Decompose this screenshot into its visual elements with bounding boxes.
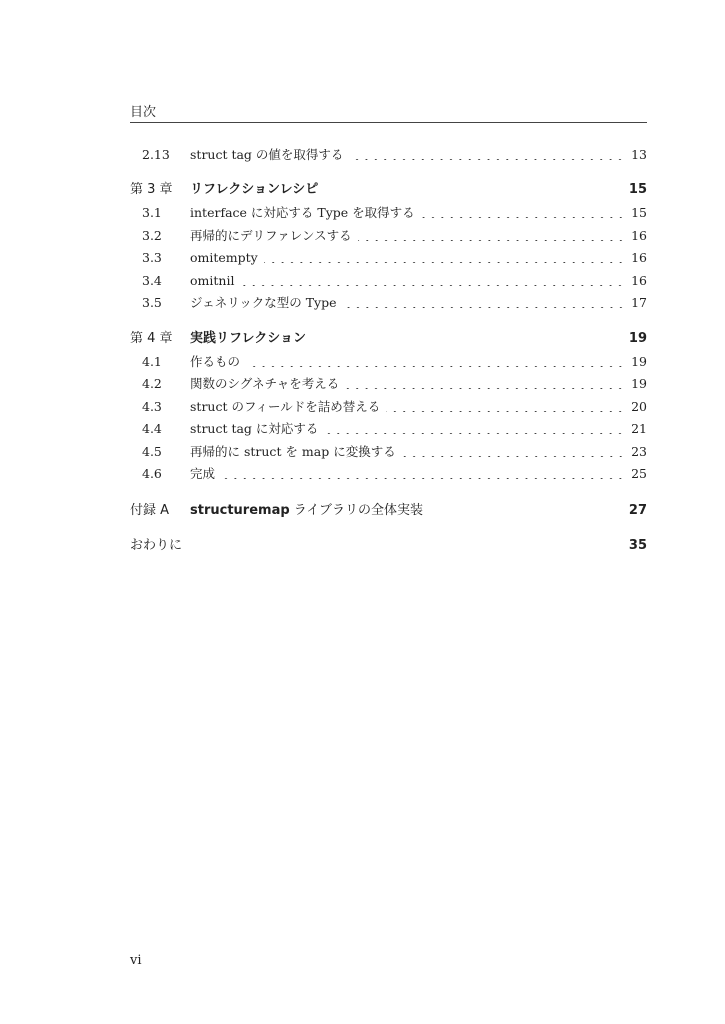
toc-section[interactable] xyxy=(130,375,647,393)
dot-leader xyxy=(240,276,625,286)
dot-leader xyxy=(349,150,625,160)
page-number: 13 xyxy=(631,147,647,162)
dot-leader xyxy=(221,469,625,479)
toc-appendix-a[interactable] xyxy=(130,502,647,520)
dot-leader xyxy=(246,357,625,367)
appendix-title: structuremap ライブラリの全体実装 xyxy=(190,503,424,518)
entry-title: 再帰的にデリファレンスする xyxy=(190,228,352,243)
entry-number: 4.2 xyxy=(142,376,162,391)
entry-number: 3.5 xyxy=(142,295,162,310)
appendix-label: 付録 A xyxy=(130,503,170,518)
entry-number: 3.2 xyxy=(142,228,162,243)
entry-title: 関数のシグネチャを考える xyxy=(190,376,340,391)
page-number: 19 xyxy=(631,376,647,391)
entry-number: 4.6 xyxy=(142,466,162,481)
toc-section[interactable] xyxy=(130,353,647,371)
running-header: 目次 xyxy=(130,105,157,120)
page-number: 25 xyxy=(631,466,647,481)
page-number: 19 xyxy=(631,354,647,369)
entry-title: 完成 xyxy=(190,466,216,481)
page-number: 16 xyxy=(631,273,647,288)
dot-leader xyxy=(264,253,625,263)
entry-number: 第 4 章 xyxy=(130,331,173,346)
entry-number: 4.3 xyxy=(142,399,162,414)
entry-title: 作るもの xyxy=(190,354,241,369)
page-number: 15 xyxy=(628,182,647,197)
entry-title: リフレクションレシピ xyxy=(190,182,319,197)
entry-number: 4.1 xyxy=(142,354,162,369)
entry-title: interface に対応する Type を取得する xyxy=(190,205,415,220)
toc-section[interactable] xyxy=(130,294,647,312)
entry-title: 再帰的に struct を map に変換する xyxy=(190,444,396,459)
toc-section[interactable] xyxy=(130,443,647,461)
dot-leader xyxy=(345,379,625,389)
page-number: 16 xyxy=(631,228,647,243)
entry-number: 第 3 章 xyxy=(130,182,173,197)
dot-leader xyxy=(386,402,625,412)
toc-section[interactable] xyxy=(130,420,647,438)
entry-title: omitempty xyxy=(190,250,258,265)
toc-section[interactable] xyxy=(130,249,647,267)
entry-title: 実践リフレクション xyxy=(190,331,306,346)
dot-leader xyxy=(402,447,625,457)
page-number: 21 xyxy=(631,421,647,436)
toc-section[interactable] xyxy=(130,146,647,164)
dot-leader xyxy=(421,208,625,218)
toc-section[interactable] xyxy=(130,227,647,245)
toc-chapter[interactable] xyxy=(130,330,647,348)
page-number: 20 xyxy=(631,399,647,414)
toc-section[interactable] xyxy=(130,272,647,290)
entry-number: 3.1 xyxy=(142,205,162,220)
page-number: 35 xyxy=(628,538,647,553)
dot-leader xyxy=(324,424,625,434)
entry-title: omitnil xyxy=(190,273,235,288)
page-number: 17 xyxy=(631,295,647,310)
entry-title: struct tag の値を取得する xyxy=(190,147,344,162)
toc-closing[interactable] xyxy=(130,537,647,555)
page-number: 23 xyxy=(631,444,647,459)
dot-leader xyxy=(358,231,626,241)
footer-page-number: vi xyxy=(130,953,142,968)
entry-number: 4.4 xyxy=(142,421,162,436)
page-number: 27 xyxy=(628,503,647,518)
page-number: 16 xyxy=(631,250,647,265)
page-number: 19 xyxy=(628,331,647,346)
entry-number: 2.13 xyxy=(142,147,170,162)
closing-title: おわりに xyxy=(130,538,183,553)
toc-chapter[interactable] xyxy=(130,181,647,199)
entry-number: 3.4 xyxy=(142,273,162,288)
page-number: 15 xyxy=(631,205,647,220)
entry-number: 4.5 xyxy=(142,444,162,459)
entry-title: struct tag に対応する xyxy=(190,421,319,436)
dot-leader xyxy=(343,298,626,308)
toc-section[interactable] xyxy=(130,204,647,222)
toc-section[interactable] xyxy=(130,465,647,483)
header-rule xyxy=(130,122,647,123)
entry-number: 3.3 xyxy=(142,250,162,265)
entry-title: struct のフィールドを詰め替える xyxy=(190,399,381,414)
toc-section[interactable] xyxy=(130,398,647,416)
entry-title: ジェネリックな型の Type xyxy=(190,295,337,310)
